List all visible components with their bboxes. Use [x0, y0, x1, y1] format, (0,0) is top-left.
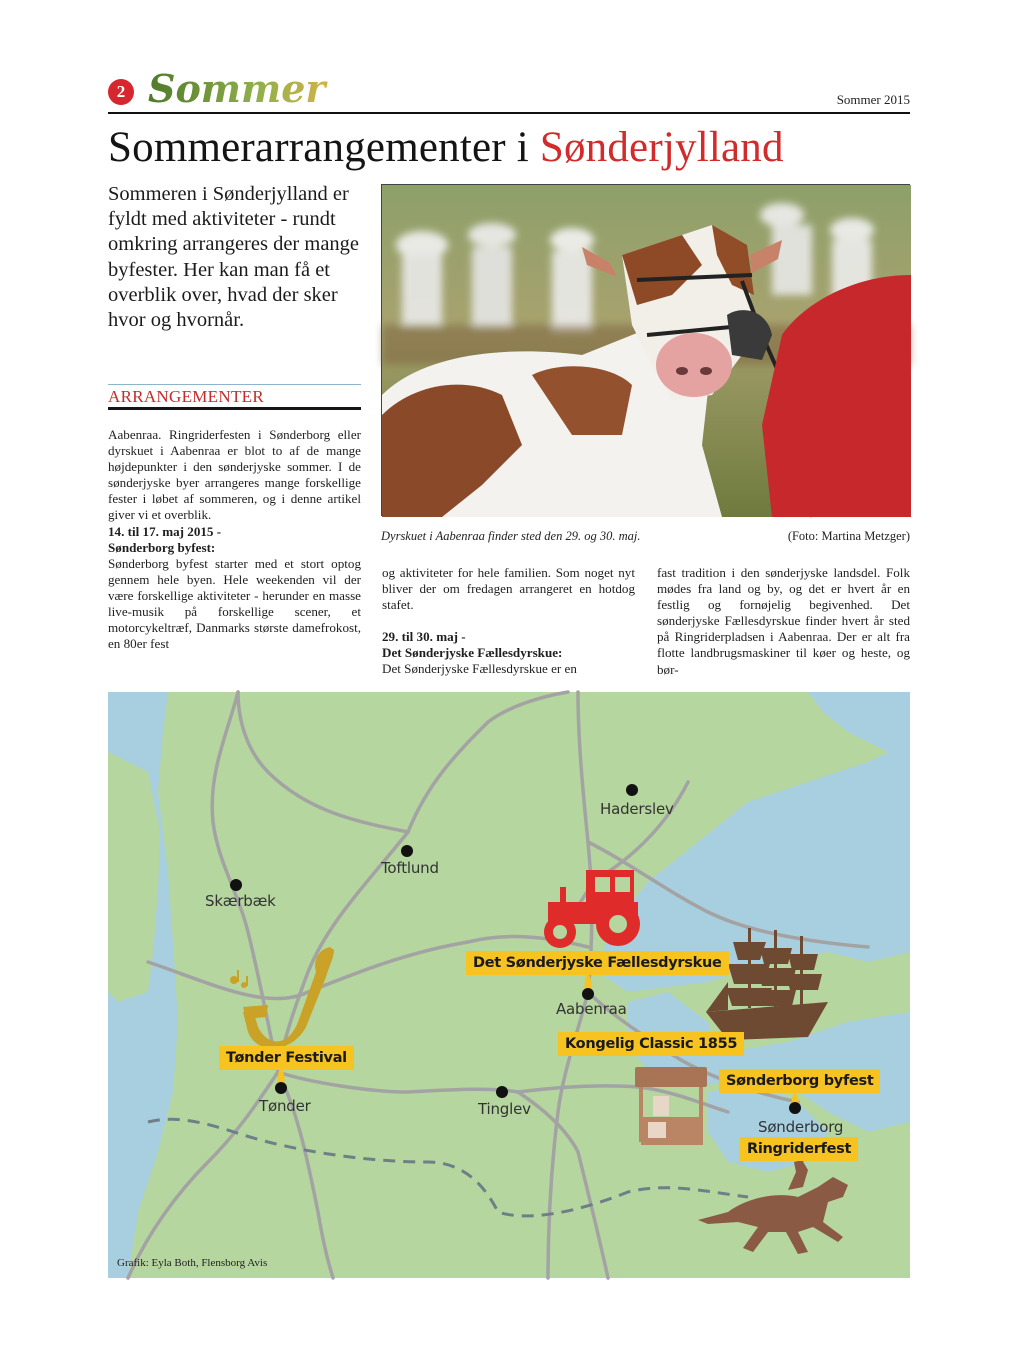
photo-credit: (Foto: Martina Metzger) [787, 529, 910, 543]
brand-logo [144, 58, 326, 114]
event-label-kongelig-classic: Kongelig Classic 1855 [558, 1032, 744, 1056]
event2-text-a: Det Sønderjyske Fællesdyrskue er en [382, 661, 577, 677]
section-rule-top [108, 384, 361, 385]
article-column-1 [108, 427, 361, 652]
event2-text-b: fast tradition i den sønderjyske landsdel. Folk mødes fra land og by, og det er hvert år en festlig og fornøjelig begivenhed. Det sønderjyske Fællesdyrskue finder hvert år sted på Ringriderpladsen i Aabenraa. Der er alt fra flotte landbrugsmaskiner til køer og heste, og bør- [657, 565, 910, 677]
header-rule [108, 112, 910, 114]
svg-text:Sommer: Sommer [148, 66, 326, 111]
events-map [108, 692, 910, 1278]
page-number: 2 [108, 79, 134, 105]
event1-text-a: Sønderborg byfest starter med et stort optog gennem hele byen. Hele weekenden vil der være forskellige aktiviteter - herunder en masse live-musik på forskellige scener, et motorcykeltræf, Danmarks største damefrokost, en 80er fest [108, 555, 361, 652]
event1-date: 14. til 17. maj 2015 - [108, 523, 222, 539]
page-title [108, 120, 918, 176]
city-haderslev: Haderslev [600, 800, 674, 818]
event-label-sonderborg-byfest: Sønderborg byfest [719, 1069, 880, 1093]
map-credit: Grafik: Eyla Both, Flensborg Avis [117, 1257, 268, 1269]
event1-text-b: og aktiviteter for hele familien. Som noget nyt bliver der om fredagen arrangeret en hotdog stafet. [382, 565, 635, 613]
section-rule-bottom [108, 407, 361, 410]
city-tonder: Tønder [259, 1097, 311, 1115]
event-label-ringriderfest: Ringriderfest [740, 1137, 858, 1161]
event2-date: 29. til 30. maj - [382, 629, 466, 645]
section-title: ARRANGEMENTER [108, 387, 264, 406]
event-label-dyrskue: Det Sønderjyske Fællesdyrskue [466, 951, 729, 975]
event2-name: Det Sønderjyske Fællesdyrskue: [382, 645, 563, 661]
headline-main: Sommerarrangementer i [108, 124, 540, 171]
caption-text: Dyrskuet i Aabenraa finder sted den 29. og 30. maj. [381, 529, 641, 543]
event-label-tonder-festival: Tønder Festival [219, 1046, 354, 1070]
article-column-2 [382, 565, 635, 678]
photo-caption [381, 529, 910, 544]
cow-photo [381, 184, 910, 516]
city-sonderborg: Sønderborg [758, 1118, 844, 1136]
city-tinglev: Tinglev [478, 1100, 531, 1118]
issue-label: Sommer 2015 [836, 92, 910, 107]
city-aabenraa: Aabenraa [556, 1000, 627, 1018]
city-toftlund: Toftlund [381, 859, 439, 877]
body-intro: Aabenraa. Ringriderfesten i Sønderborg eller dyrskuet i Aabenraa er blot to af de mange højdepunkter i den sønderjyske sommer. I de sønderjyske byer arrangeres mange forskellige fester i løbet af sommeren, og i denne artikel giver vi et overblik. [108, 427, 361, 523]
event1-name: Sønderborg byfest: [108, 539, 216, 555]
article-column-3 [657, 565, 910, 678]
headline-accent: Sønderjylland [539, 124, 784, 171]
city-skaerbaek: Skærbæk [205, 892, 276, 910]
article-intro: Sommeren i Sønderjylland er fyldt med aktiviteter - rundt omkring arrangeres der mange byfester. Her kan man få et overblik over, hvad der sker hvor og hvornår. [108, 183, 360, 332]
